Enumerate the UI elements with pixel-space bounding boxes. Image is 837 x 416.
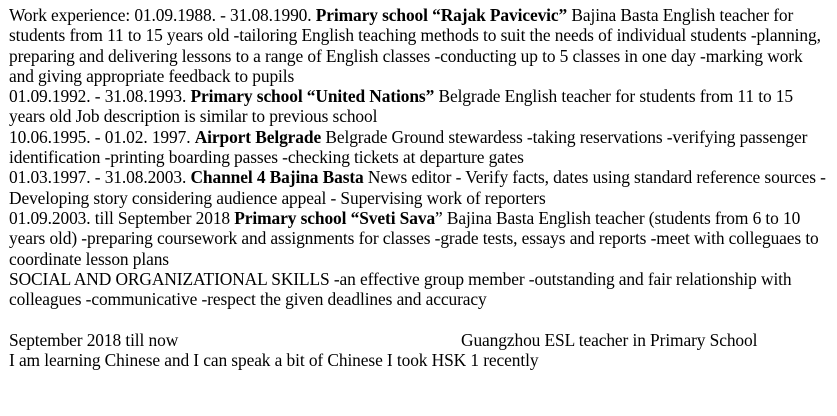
entry-employer-quote: ” <box>435 207 443 228</box>
experience-entry-airport-belgrade <box>9 127 829 168</box>
entry-dates: 10.06.1995. - 01.02. 1997. <box>9 126 195 147</box>
entry-description: Belgrade Ground stewardess -taking reservations -verifying passenger identification -printing boarding passes -checking tickets at departure gates <box>9 126 808 168</box>
experience-entry-rajak-pavicevic <box>9 5 829 86</box>
entry-employer: Primary school “United Nations” <box>190 86 435 107</box>
entry-description: Belgrade English teacher for students from 11 to 15 years old Job description is similar to previous school <box>9 86 793 127</box>
experience-entry-sveti-sava <box>9 208 829 269</box>
entry-employer: Primary school “Rajak Pavicevic” <box>315 5 568 25</box>
current-period: September 2018 till now <box>9 329 179 350</box>
entry-description: Bajina Basta English teacher for students from 11 to 15 years old -tailoring English teaching methods to suit the needs of individual students -planning, preparing and delivering lessons to a range of English classes -conducting up to 5 classes in one day -marking work and giving appropriate feedback to pupils <box>9 5 821 86</box>
current-position-line <box>9 330 829 350</box>
blank-line <box>9 309 829 329</box>
experience-entry-united-nations <box>9 86 829 127</box>
language-note: I am learning Chinese and I can speak a bit of Chinese I took HSK 1 recently <box>9 350 539 371</box>
entry-employer: Channel 4 Bajina Basta <box>190 167 364 188</box>
entry-dates: 01.03.1997. - 31.08.2003. <box>9 167 191 188</box>
entry-description: Bajina Basta English teacher (students from 6 to 10 years old) -preparing coursework and assignments for classes -grade tests, essays and reports -meet with colleguaes to coordinate lesson plans <box>9 207 819 269</box>
entry-description: News editor - Verify facts, dates using standard reference sources - Developing story considering audience appeal - Supervising work of reporters <box>9 167 826 208</box>
entry-dates: 01.09.2003. till September 2018 <box>9 207 235 228</box>
entry-dates: Work experience: 01.09.1988. - 31.08.1990. <box>9 5 316 25</box>
cv-document <box>9 5 829 370</box>
entry-employer: Primary school “Sveti Sava <box>234 207 436 228</box>
current-role: Guangzhou ESL teacher in Primary School <box>461 329 758 350</box>
entry-employer: Airport Belgrade <box>194 126 322 147</box>
entry-dates: 01.09.1992. - 31.08.1993. <box>9 86 191 107</box>
skills-paragraph: SOCIAL AND ORGANIZATIONAL SKILLS -an effective group member -outstanding and fair relationship with colleagues -communicative -respect the given deadlines and accuracy <box>9 268 792 310</box>
experience-entry-channel-4 <box>9 167 829 208</box>
